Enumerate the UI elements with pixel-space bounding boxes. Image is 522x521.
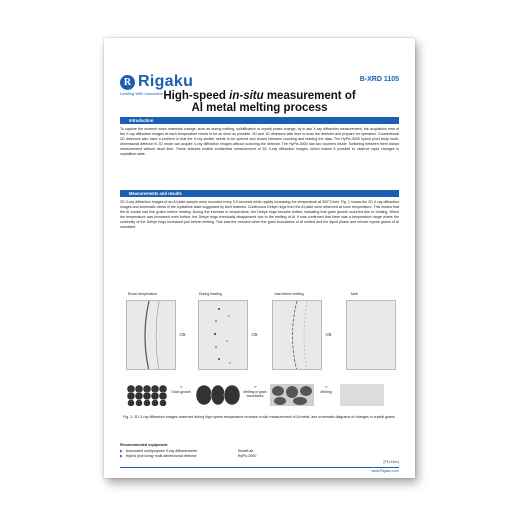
arrow-icon: ⇒ [253, 385, 257, 389]
recommended-equipment-heading: Recommended equipment [120, 443, 168, 447]
arrow-icon: ⇒ [251, 330, 258, 339]
rigaku-logo [120, 73, 193, 91]
section-heading-introduction: Introduction [120, 117, 399, 124]
schematic-melt [340, 384, 384, 406]
step-label-melting-grain-boundaries: ⇒ Melting of grain boundaries [243, 385, 267, 398]
diffraction-figure [126, 292, 396, 372]
document-reference: (P1124en) [383, 460, 399, 464]
results-text: 2D X-ray diffraction images of an Al plate sample were recorded every 0.5 seconds while rapidly increasing the temperature at 300°C/min. Fig. 1 shows the 2D X-ray diffraction images and schematic views of the crystalline state suggested by their features. Continuous Debye rings from the Al plate were observed at room temperature. This means that the Al crystal had fine grains before heating. During the increase in temperature, the Debye rings became dotted, indicating that grain growth occurred due to heating. When the temperature was increased even further, the Debye rings eventually disappeared due to the melting of Al. It was confirmed that there was a temperature range where the continuity of the Debye rings increased just before melting. This was the moment when the grain boundaries of Al melted and the liquid phase and minute crystal grains of Al coexisted. [120, 200, 399, 229]
title-line-1: High-speed in-situ measurement of [163, 90, 356, 102]
step-label-grain-growth: ⇒ Grain growth [171, 385, 191, 394]
footer-divider [120, 467, 399, 468]
page-title [104, 90, 415, 114]
title-line-2: Al metal melting process [191, 102, 328, 114]
diffraction-image-room-temperature [126, 300, 176, 370]
schematic-fine-grains [126, 384, 168, 406]
arrow-icon: ⇒ [325, 330, 332, 339]
rigaku-logo-icon: R [120, 75, 135, 90]
arrow-icon: ⇒ [324, 385, 328, 389]
arrow-icon: ⇒ [179, 330, 186, 339]
brand-tagline: Leading With Innovation [120, 91, 163, 96]
panel-label-room-temperature: Room temperature [128, 292, 158, 296]
website-link[interactable]: www.Rigaku.com [371, 469, 399, 473]
triangle-bullet-icon: ▶ [120, 454, 123, 458]
application-note-page [104, 38, 415, 478]
panel-label-during-heating: During heating [199, 292, 222, 296]
panel-label-melt: Melt [351, 292, 358, 296]
diffraction-image-just-before-melting [272, 300, 322, 370]
section-heading-results: Measurements and results [120, 190, 399, 197]
triangle-bullet-icon: ▶ [120, 449, 123, 453]
diffraction-image-during-heating [198, 300, 248, 370]
introduction-text: To capture the moment when materials change, such as during melting, solidification or crystal phase change, by in-situ X-ray diffraction measurement, the acquisition time of the X-ray diffraction images at each temperature needs to be as short as possible. 0D and 1D detectors take time to scan the detector and prepare for operation. Conventional 2D detectors also have a problem in that the X-ray shutter needs to be opened and closed between counting and reading the data. The HyPix-3000 hybrid pixel array multi-dimensional detector in 2D mode can acquire X-ray diffraction images without scanning the detector. The HyPix-3000 has two counters inside. Switching between them allows measurement without dead time. These features enable shutterless measurement of 2D X-ray diffraction images, which makes it possible to observe rapid changes in crystalline state. [120, 127, 399, 156]
arrow-icon: ⇒ [179, 385, 183, 389]
diffraction-image-melt [346, 300, 396, 370]
document-number: B-XRD 1105 [359, 76, 399, 83]
figure-caption: Fig. 1: 2D X-ray diffraction images observed during high-speed temperature increase in-situ measurement of Al metal, and schematic diagrams of changes in crystal grains. [123, 415, 396, 419]
schematic-coexisting-phase [270, 384, 314, 406]
schematic-grown-grains [196, 384, 240, 406]
step-label-melting: ⇒ Melting [316, 385, 336, 394]
equipment-item: ▶ Automated multipurpose X-ray diffractometer SmartLab [120, 449, 254, 453]
brand-name: Rigaku [138, 73, 194, 90]
panel-label-just-before-melting: Just before melting [274, 292, 304, 296]
equipment-item: ▶ Hybrid pixel array multi-dimensional detector HyPix-3000 [120, 454, 257, 458]
